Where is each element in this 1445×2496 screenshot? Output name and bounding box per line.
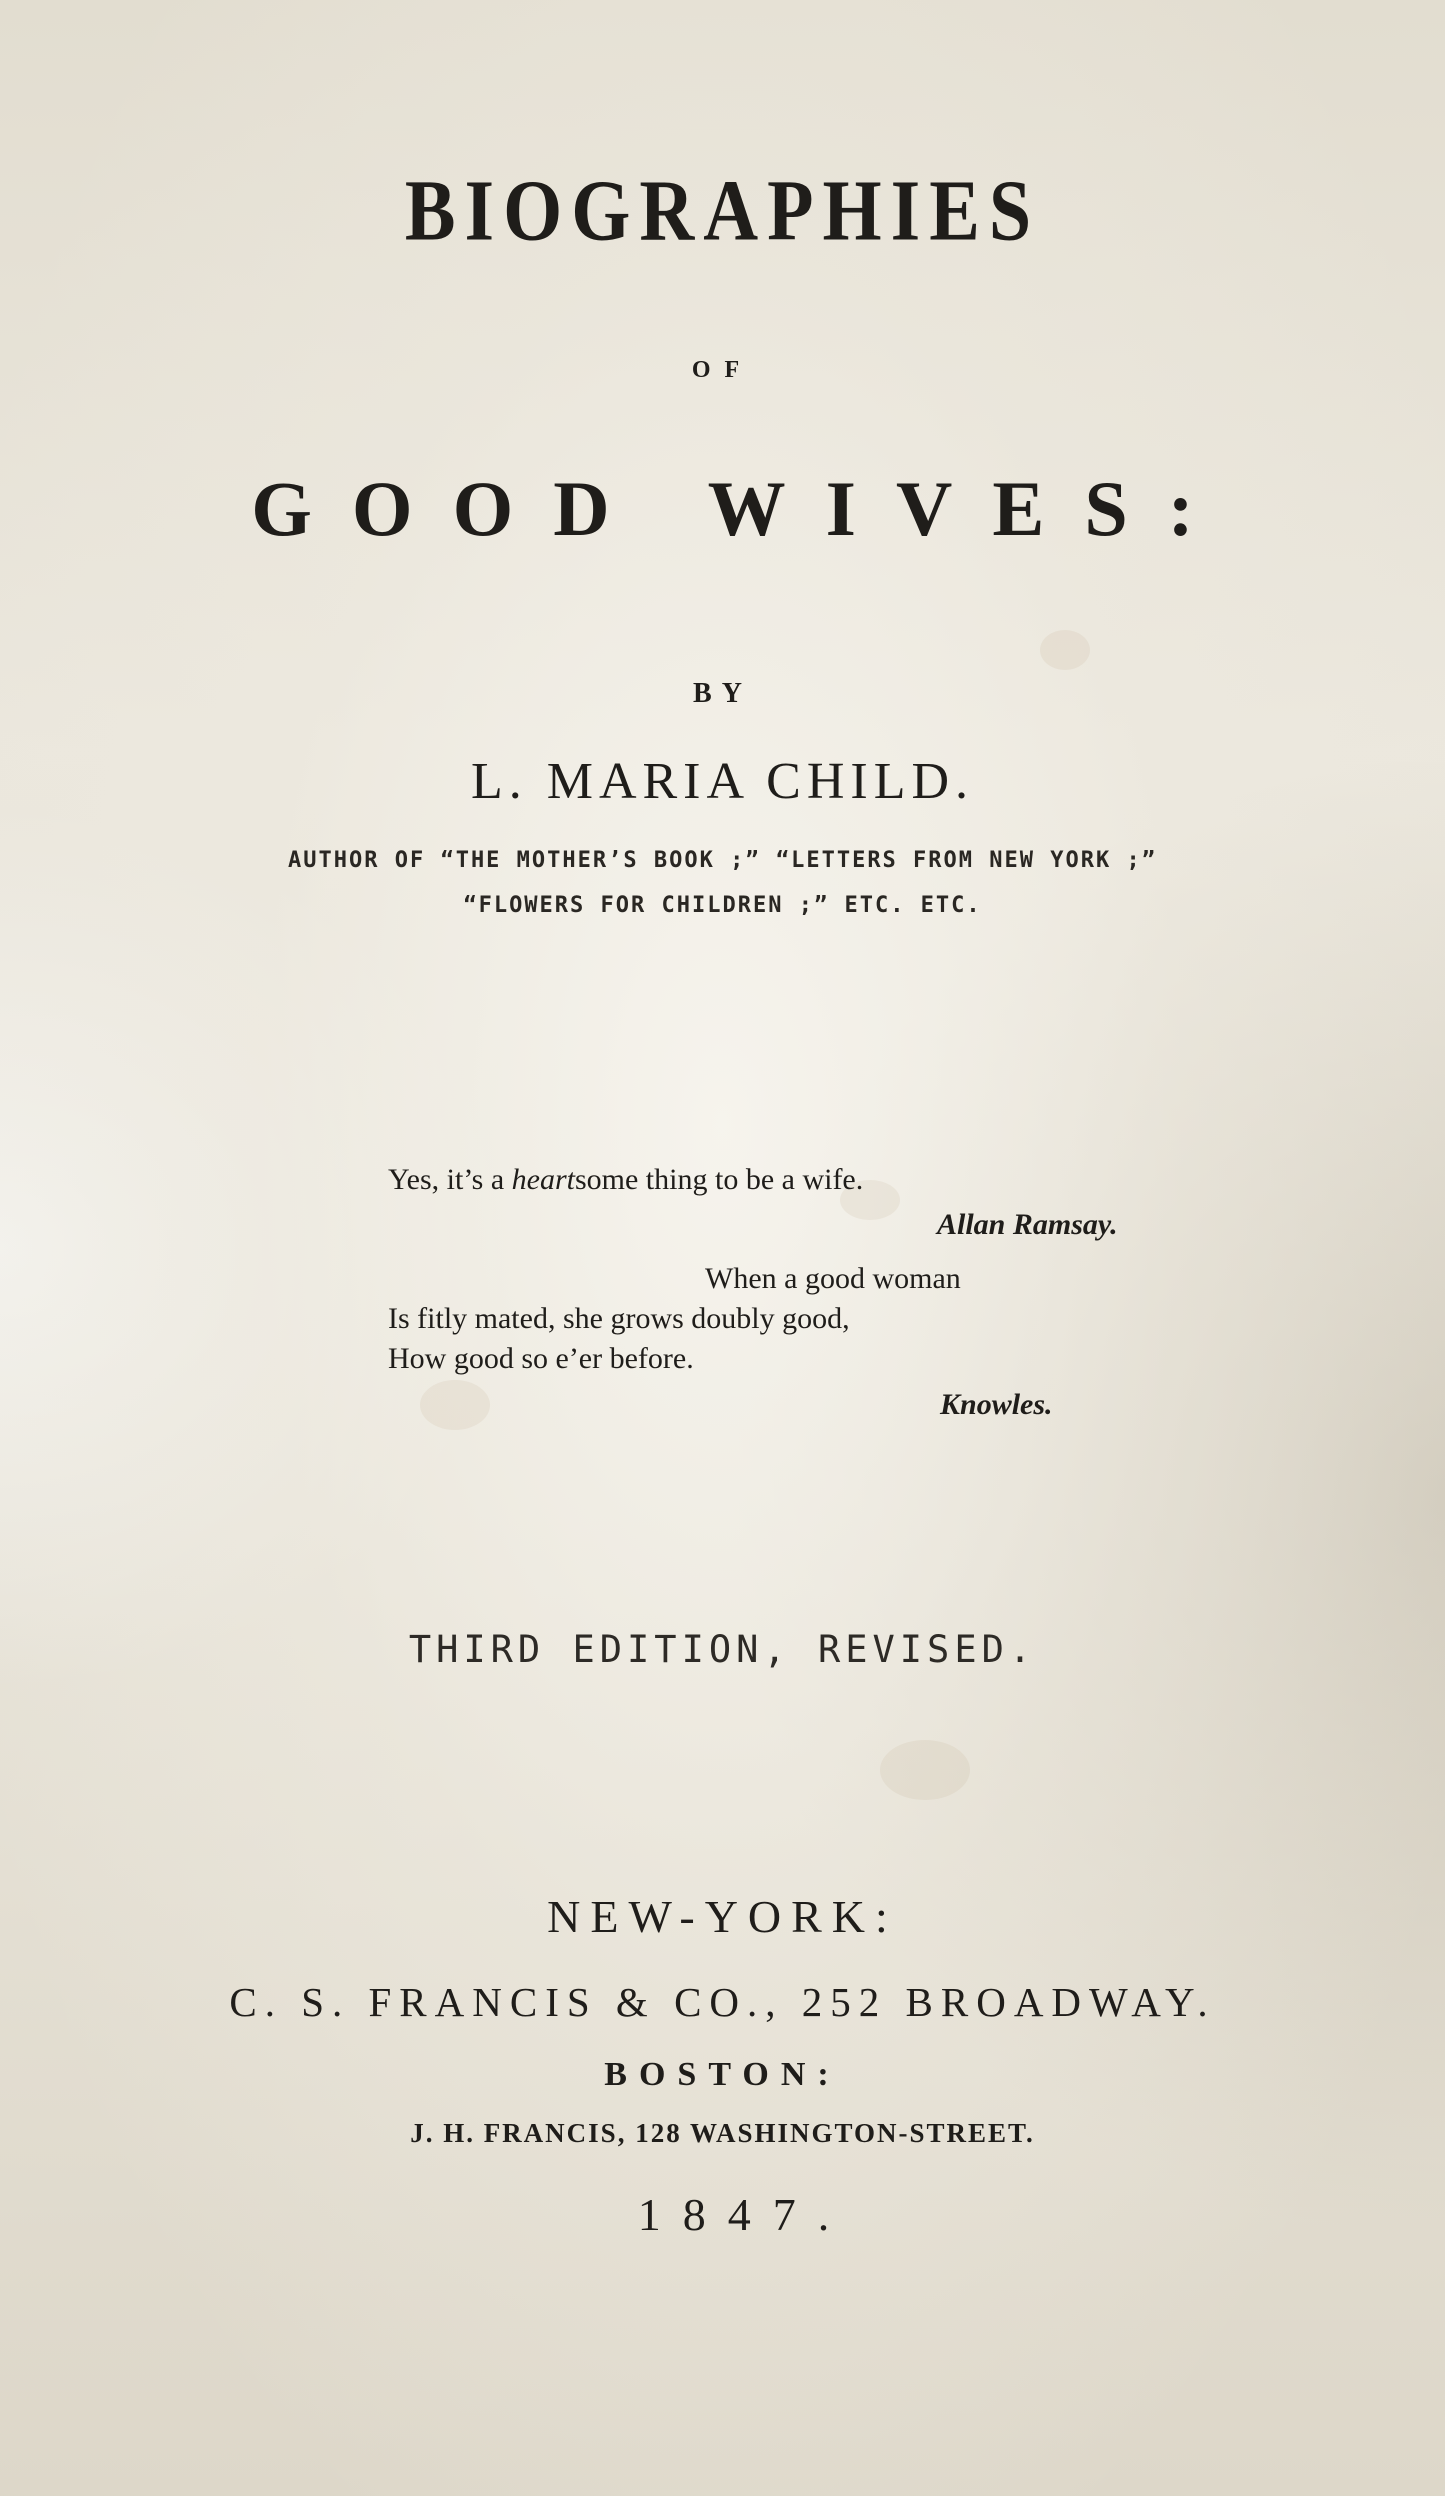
- edition-statement: THIRD EDITION, REVISED.: [408, 1628, 1037, 1671]
- epigraph-quote1-end: some thing to be a wife.: [574, 1163, 864, 1196]
- by-line: BY: [693, 678, 752, 709]
- foxing-spot: [880, 1740, 970, 1800]
- imprint-publisher-boston: J. H. FRANCIS, 128 WASHINGTON-STREET.: [410, 2118, 1035, 2148]
- epigraph-quote2-line2: Is fitly mated, she grows doubly good,: [388, 1302, 850, 1335]
- book-title: BIOGRAPHIES: [404, 162, 1041, 260]
- author-credits-line1: AUTHOR OF “THE MOTHER’S BOOK ;” “LETTERS FROM NEW YORK ;”: [288, 848, 1157, 873]
- imprint-city-boston: BOSTON:: [604, 2056, 841, 2093]
- author-credits-line2: “FLOWERS FOR CHILDREN ;” ETC. ETC.: [463, 893, 982, 918]
- epigraph-quote1-italic: heart: [511, 1163, 575, 1196]
- title-connector: OF: [691, 357, 754, 383]
- foxing-spot: [420, 1380, 490, 1430]
- foxing-spot: [1040, 630, 1090, 670]
- epigraph-quote2-line1: When a good woman: [705, 1262, 961, 1295]
- imprint-city-new-york: NEW-YORK:: [547, 1891, 898, 1942]
- epigraph-quote2-attribution: Knowles.: [940, 1388, 1053, 1421]
- book-subtitle: GOOD WIVES:: [251, 465, 1234, 552]
- author-name: L. MARIA CHILD.: [470, 753, 975, 810]
- imprint-publisher-new-york: C. S. FRANCIS & CO., 252 BROADWAY.: [229, 1979, 1216, 2025]
- publication-year: 1847.: [637, 2189, 852, 2240]
- epigraph-quote1-attribution: Allan Ramsay.: [937, 1208, 1118, 1241]
- epigraph-quote2-line3: How good so e’er before.: [388, 1342, 694, 1375]
- epigraph-quote1: [388, 1163, 863, 1197]
- epigraph-quote1-start: Yes, it’s a: [388, 1163, 512, 1196]
